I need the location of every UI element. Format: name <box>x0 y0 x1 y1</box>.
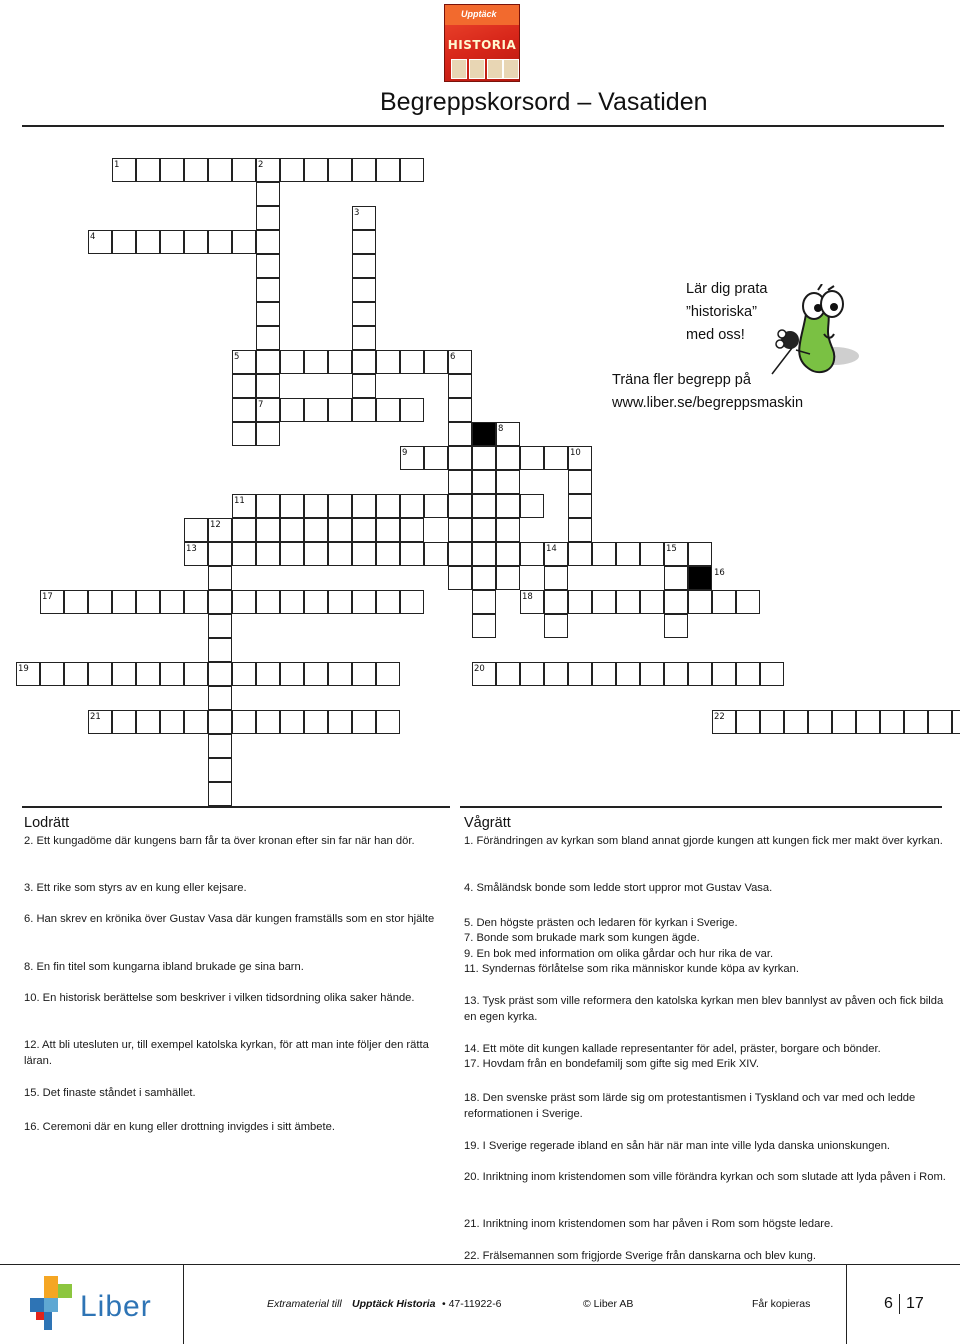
crossword-cell[interactable] <box>256 494 280 518</box>
across-clue: 1. Förändringen av kyrkan som bland annat gjorde kungen att kungen fick mer makt över kyrkan. <box>464 835 943 847</box>
crossword-cell[interactable] <box>448 422 472 446</box>
crossword-cell[interactable] <box>808 710 832 734</box>
crossword-cell[interactable] <box>448 542 472 566</box>
crossword-cell[interactable] <box>472 542 496 566</box>
crossword-cell[interactable] <box>304 158 328 182</box>
crossword-cell[interactable] <box>400 350 424 374</box>
crossword-cell[interactable] <box>328 710 352 734</box>
crossword-cell[interactable] <box>256 422 280 446</box>
crossword-cell[interactable] <box>472 614 496 638</box>
crossword-cell[interactable] <box>160 590 184 614</box>
crossword-cell[interactable] <box>208 542 232 566</box>
crossword-cell[interactable] <box>184 590 208 614</box>
crossword-cell[interactable] <box>256 302 280 326</box>
crossword-cell[interactable] <box>568 542 592 566</box>
footer-copyright: © Liber AB <box>583 1298 634 1310</box>
crossword-cell[interactable] <box>568 494 592 518</box>
crossword-cell[interactable] <box>352 374 376 398</box>
crossword-cell[interactable] <box>352 230 376 254</box>
crossword-cell[interactable] <box>352 710 376 734</box>
crossword-cell[interactable] <box>544 566 568 590</box>
crossword-cell[interactable] <box>208 638 232 662</box>
crossword-cell[interactable] <box>232 374 256 398</box>
down-clue: 6. Han skrev en krönika över Gustav Vasa där kungen framställs som en stor hjälte <box>24 913 435 925</box>
crossword-cell[interactable] <box>232 542 256 566</box>
crossword-cell[interactable] <box>160 662 184 686</box>
crossword-cell[interactable] <box>400 158 424 182</box>
cover-photo <box>469 59 485 79</box>
crossword-cell[interactable] <box>376 158 400 182</box>
crossword-cell[interactable] <box>544 446 568 470</box>
crossword-cell[interactable] <box>736 710 760 734</box>
crossword-cell[interactable] <box>208 230 232 254</box>
crossword-cell[interactable] <box>688 662 712 686</box>
crossword-cell[interactable] <box>376 398 400 422</box>
crossword-cell[interactable] <box>328 590 352 614</box>
crossword-cell[interactable] <box>448 566 472 590</box>
crossword-cell[interactable] <box>280 398 304 422</box>
crossword-cell[interactable] <box>280 710 304 734</box>
title-rule <box>22 125 944 127</box>
crossword-cell[interactable] <box>640 662 664 686</box>
crossword-cell[interactable] <box>424 542 448 566</box>
crossword-cell[interactable] <box>376 662 400 686</box>
crossword-cell[interactable] <box>208 782 232 806</box>
crossword-cell[interactable] <box>496 566 520 590</box>
crossword-cell[interactable] <box>472 590 496 614</box>
crossword-cell[interactable] <box>568 662 592 686</box>
crossword-cell[interactable] <box>472 446 496 470</box>
footer-book-title: Upptäck Historia <box>352 1298 436 1310</box>
liber-brand-name: Liber <box>80 1290 152 1323</box>
crossword-cell[interactable] <box>688 542 712 566</box>
crossword-cell[interactable] <box>352 662 376 686</box>
crossword-cell[interactable] <box>88 710 112 734</box>
down-heading: Lodrätt <box>24 815 70 831</box>
crossword-cell[interactable] <box>400 494 424 518</box>
crossword-cell[interactable] <box>400 590 424 614</box>
crossword-cell[interactable] <box>400 446 424 470</box>
crossword-cell[interactable] <box>664 590 688 614</box>
crossword-cell[interactable] <box>304 398 328 422</box>
crossword-cell[interactable] <box>472 518 496 542</box>
crossword-cell[interactable] <box>112 230 136 254</box>
crossword-cell[interactable] <box>520 590 544 614</box>
crossword-cell[interactable] <box>256 230 280 254</box>
crossword-block <box>688 566 712 590</box>
clue-number: 18 <box>522 592 533 602</box>
crossword-cell[interactable] <box>208 686 232 710</box>
crossword-cell[interactable] <box>304 590 328 614</box>
crossword-cell[interactable] <box>496 470 520 494</box>
crossword-cell[interactable] <box>232 710 256 734</box>
clues-rule-right <box>460 806 942 808</box>
crossword-cell[interactable] <box>712 662 736 686</box>
crossword-cell[interactable] <box>352 494 376 518</box>
crossword-cell[interactable] <box>208 734 232 758</box>
crossword-cell[interactable] <box>184 518 208 542</box>
crossword-cell[interactable] <box>688 590 712 614</box>
crossword-cell[interactable] <box>112 662 136 686</box>
crossword-cell[interactable] <box>568 470 592 494</box>
crossword-cell[interactable] <box>232 350 256 374</box>
crossword-cell[interactable] <box>232 158 256 182</box>
crossword-cell[interactable] <box>568 590 592 614</box>
crossword-cell[interactable] <box>496 446 520 470</box>
crossword-cell[interactable] <box>592 662 616 686</box>
down-clue: 12. Att bli utesluten ur, till exempel katolska kyrkan, för att man inte följer den rätta läran. <box>24 1039 429 1067</box>
clue-number: 14 <box>546 544 557 554</box>
crossword-cell[interactable] <box>280 662 304 686</box>
clue-number: 13 <box>186 544 197 554</box>
crossword-cell[interactable] <box>712 710 736 734</box>
crossword-cell[interactable] <box>496 518 520 542</box>
crossword-cell[interactable] <box>352 158 376 182</box>
crossword-cell[interactable] <box>208 758 232 782</box>
crossword-cell[interactable] <box>832 710 856 734</box>
clue-number: 10 <box>570 448 581 458</box>
crossword-cell[interactable] <box>160 710 184 734</box>
down-clue: 3. Ett rike som styrs av en kung eller kejsare. <box>24 882 247 894</box>
crossword-cell[interactable] <box>304 542 328 566</box>
clue-number: 8 <box>498 424 504 434</box>
crossword-cell[interactable] <box>256 206 280 230</box>
crossword-cell[interactable] <box>472 662 496 686</box>
footer-isbn: • 47-11922-6 <box>442 1298 502 1310</box>
crossword-cell[interactable] <box>64 662 88 686</box>
crossword-cell[interactable] <box>232 230 256 254</box>
crossword-cell[interactable] <box>664 566 688 590</box>
crossword-cell[interactable] <box>736 590 760 614</box>
clue-number: 22 <box>714 712 725 722</box>
crossword-cell[interactable] <box>448 446 472 470</box>
crossword-cell[interactable] <box>352 254 376 278</box>
cover-title: HISTORIA <box>447 38 517 52</box>
across-clue: 4. Småländsk bonde som ledde stort uppror mot Gustav Vasa. <box>464 882 773 894</box>
crossword-cell[interactable] <box>424 494 448 518</box>
crossword-cell[interactable] <box>136 590 160 614</box>
crossword-cell[interactable] <box>496 422 520 446</box>
crossword-cell[interactable] <box>328 350 352 374</box>
footer-divider <box>0 1264 960 1265</box>
promo-text <box>686 278 767 347</box>
crossword-cell[interactable] <box>352 350 376 374</box>
clue-number: 11 <box>234 496 245 506</box>
across-clue: 7. Bonde som brukade mark som kungen ägde. <box>464 932 700 944</box>
chapter-number: 6 <box>884 1295 893 1312</box>
crossword-cell[interactable] <box>328 158 352 182</box>
crossword-cell[interactable] <box>208 662 232 686</box>
crossword-cell[interactable] <box>232 422 256 446</box>
crossword-cell[interactable] <box>664 542 688 566</box>
clue-number: 3 <box>354 208 360 218</box>
crossword-cell[interactable] <box>304 518 328 542</box>
crossword-cell[interactable] <box>280 158 304 182</box>
crossword-cell[interactable] <box>448 470 472 494</box>
crossword-cell[interactable] <box>328 494 352 518</box>
crossword-cell[interactable] <box>424 446 448 470</box>
crossword-cell[interactable] <box>208 566 232 590</box>
crossword-cell[interactable] <box>472 470 496 494</box>
across-clue: 17. Hovdam från en bondefamilj som gifte sig med Erik XIV. <box>464 1058 759 1070</box>
crossword-cell[interactable] <box>304 350 328 374</box>
across-clue: 22. Frälsemannen som frigjorde Sverige från danskarna och blev kung. <box>464 1250 816 1262</box>
crossword-cell[interactable] <box>256 374 280 398</box>
crossword-cell[interactable] <box>304 710 328 734</box>
crossword-cell[interactable] <box>352 206 376 230</box>
crossword-cell[interactable] <box>136 662 160 686</box>
cover-series-logo: Upptäck <box>461 9 497 19</box>
crossword-cell[interactable] <box>208 158 232 182</box>
crossword-cell[interactable] <box>304 662 328 686</box>
crossword-cell[interactable] <box>160 230 184 254</box>
crossword-cell[interactable] <box>232 494 256 518</box>
crossword-cell[interactable] <box>952 710 960 734</box>
page-number: 17 <box>906 1295 924 1312</box>
crossword-cell[interactable] <box>184 542 208 566</box>
crossword-cell[interactable] <box>568 518 592 542</box>
footer-permission: Får kopieras <box>752 1298 811 1310</box>
crossword-cell[interactable] <box>472 566 496 590</box>
across-clue: 13. Tysk präst som ville reformera den katolska kyrkan men blev bannlyst av påven och fick bilda en egen kyrka. <box>464 995 944 1023</box>
clue-number: 17 <box>42 592 53 602</box>
footer-divider <box>183 1264 184 1344</box>
crossword-cell[interactable] <box>40 590 64 614</box>
footer-divider <box>846 1264 847 1344</box>
crossword-cell[interactable] <box>352 278 376 302</box>
crossword-cell[interactable] <box>352 326 376 350</box>
promo-url[interactable]: www.liber.se/begreppsmaskin <box>612 395 804 411</box>
crossword-cell[interactable] <box>496 494 520 518</box>
crossword-cell[interactable] <box>256 254 280 278</box>
crossword-cell[interactable] <box>928 710 952 734</box>
crossword-cell[interactable] <box>256 542 280 566</box>
clue-number: 12 <box>210 520 221 530</box>
crossword-cell[interactable] <box>544 590 568 614</box>
crossword-cell[interactable] <box>592 542 616 566</box>
crossword-cell[interactable] <box>184 662 208 686</box>
crossword-cell[interactable] <box>136 230 160 254</box>
crossword-cell[interactable] <box>904 710 928 734</box>
page-number-divider <box>899 1294 900 1314</box>
crossword-cell[interactable] <box>424 350 448 374</box>
crossword-cell[interactable] <box>112 710 136 734</box>
crossword-cell[interactable] <box>256 182 280 206</box>
crossword-cell[interactable] <box>136 158 160 182</box>
crossword-cell[interactable] <box>280 518 304 542</box>
crossword-cell[interactable] <box>352 302 376 326</box>
crossword-cell[interactable] <box>208 710 232 734</box>
down-clue: 15. Det finaste ståndet i samhället. <box>24 1087 196 1099</box>
crossword-cell[interactable] <box>112 590 136 614</box>
cover-photo <box>487 59 503 79</box>
promo-line: ”historiska” <box>686 304 757 320</box>
crossword-cell[interactable] <box>256 398 280 422</box>
crossword-cell[interactable] <box>760 662 784 686</box>
crossword-cell[interactable] <box>472 494 496 518</box>
crossword-cell[interactable] <box>520 542 544 566</box>
crossword-cell[interactable] <box>256 662 280 686</box>
cover-photo <box>503 59 519 79</box>
clue-number: 16 <box>714 568 725 578</box>
clue-number: 4 <box>90 232 96 242</box>
crossword-cell[interactable] <box>184 710 208 734</box>
crossword-cell[interactable] <box>256 518 280 542</box>
crossword-cell[interactable] <box>520 446 544 470</box>
crossword-cell[interactable] <box>448 350 472 374</box>
crossword-cell[interactable] <box>400 398 424 422</box>
crossword-cell[interactable] <box>640 542 664 566</box>
crossword-cell[interactable] <box>160 158 184 182</box>
clue-number: 6 <box>450 352 456 362</box>
crossword-cell[interactable] <box>40 662 64 686</box>
down-clue: 8. En fin titel som kungarna ibland brukade ge sina barn. <box>24 961 304 973</box>
crossword-cell[interactable] <box>16 662 40 686</box>
cover-photo <box>451 59 467 79</box>
promo-line: Lär dig prata <box>686 281 768 297</box>
crossword-cell[interactable] <box>616 662 640 686</box>
crossword-cell[interactable] <box>376 542 400 566</box>
across-clue: 9. En bok med information om olika gårdar och hur rika de var. <box>464 948 774 960</box>
crossword-cell[interactable] <box>400 542 424 566</box>
crossword-cell[interactable] <box>112 158 136 182</box>
crossword-cell[interactable] <box>664 614 688 638</box>
crossword-cell[interactable] <box>712 590 736 614</box>
crossword-cell[interactable] <box>280 590 304 614</box>
crossword-cell[interactable] <box>232 662 256 686</box>
across-heading: Vågrätt <box>464 815 511 831</box>
mascot-illustration <box>762 284 862 388</box>
crossword-cell[interactable] <box>376 710 400 734</box>
crossword-cell[interactable] <box>304 494 328 518</box>
crossword-cell[interactable] <box>88 230 112 254</box>
clues-rule-left <box>22 806 450 808</box>
crossword-cell[interactable] <box>280 542 304 566</box>
crossword-cell[interactable] <box>256 710 280 734</box>
crossword-cell[interactable] <box>760 710 784 734</box>
crossword-cell[interactable] <box>232 590 256 614</box>
crossword-cell[interactable] <box>448 374 472 398</box>
down-clue: 16. Ceremoni där en kung eller drottning invigdes i sitt ämbete. <box>24 1121 335 1133</box>
crossword-cell[interactable] <box>736 662 760 686</box>
crossword-cell[interactable] <box>520 662 544 686</box>
crossword-cell[interactable] <box>208 590 232 614</box>
crossword-cell[interactable] <box>880 710 904 734</box>
crossword-cell[interactable] <box>256 278 280 302</box>
crossword-cell[interactable] <box>376 494 400 518</box>
across-clue: 20. Inriktning inom kristendomen som ville förändra kyrkan och som slutade att lyda påven i Rom. <box>464 1171 946 1183</box>
book-cover-image <box>444 4 520 82</box>
crossword-cell[interactable] <box>184 158 208 182</box>
crossword-cell[interactable] <box>328 398 352 422</box>
across-clue: 14. Ett möte dit kungen kallade representanter för adel, präster, borgare och bönder. <box>464 1043 881 1055</box>
crossword-cell[interactable] <box>352 398 376 422</box>
crossword-cell[interactable] <box>496 542 520 566</box>
crossword-cell[interactable] <box>448 518 472 542</box>
crossword-cell[interactable] <box>640 590 664 614</box>
crossword-cell[interactable] <box>520 494 544 518</box>
crossword-cell[interactable] <box>592 590 616 614</box>
crossword-cell[interactable] <box>544 542 568 566</box>
clue-number: 5 <box>234 352 240 362</box>
crossword-cell[interactable] <box>232 398 256 422</box>
clue-number: 2 <box>258 160 264 170</box>
across-clue: 5. Den högste prästen och ledaren för kyrkan i Sverige. <box>464 917 738 929</box>
down-clue: 10. En historisk berättelse som beskriver i vilken tidsordning olika saker hände. <box>24 992 415 1004</box>
crossword-cell[interactable] <box>328 518 352 542</box>
crossword-cell[interactable] <box>448 398 472 422</box>
across-clue: 21. Inriktning inom kristendomen som har påven i Rom som högste ledare. <box>464 1218 834 1230</box>
crossword-cell[interactable] <box>376 350 400 374</box>
crossword-cell[interactable] <box>352 518 376 542</box>
clue-number: 19 <box>18 664 29 674</box>
liber-logo-icon <box>30 1276 76 1332</box>
crossword-cell[interactable] <box>544 614 568 638</box>
crossword-cell[interactable] <box>376 518 400 542</box>
crossword-cell[interactable] <box>400 518 424 542</box>
clue-number: 21 <box>90 712 101 722</box>
crossword-cell[interactable] <box>256 326 280 350</box>
across-clue: 19. I Sverige regerade ibland en sån här när man inte ville lyda danska unionskungen. <box>464 1140 891 1152</box>
crossword-cell[interactable] <box>664 662 688 686</box>
crossword-cell[interactable] <box>184 230 208 254</box>
clue-number: 20 <box>474 664 485 674</box>
clue-number: 15 <box>666 544 677 554</box>
crossword-cell[interactable] <box>352 590 376 614</box>
crossword-cell[interactable] <box>208 614 232 638</box>
clue-number: 9 <box>402 448 408 458</box>
crossword-cell[interactable] <box>616 590 640 614</box>
crossword-cell[interactable] <box>328 542 352 566</box>
crossword-cell[interactable] <box>856 710 880 734</box>
promo-line: Träna fler begrepp på <box>612 372 751 388</box>
promo-line: med oss! <box>686 327 745 343</box>
clue-number: 7 <box>258 400 264 410</box>
crossword-cell[interactable] <box>136 710 160 734</box>
crossword-cell[interactable] <box>568 446 592 470</box>
crossword-cell[interactable] <box>376 590 400 614</box>
crossword-cell[interactable] <box>256 350 280 374</box>
crossword-cell[interactable] <box>64 590 88 614</box>
crossword-cell[interactable] <box>232 518 256 542</box>
crossword-cell[interactable] <box>208 518 232 542</box>
down-clue: 2. Ett kungadöme där kungens barn får ta över kronan efter sin far när han dör. <box>24 835 415 847</box>
footer-extramaterial: Extramaterial till <box>267 1298 342 1310</box>
across-clue: 11. Syndernas förlåtelse som rika människor kunde köpa av kyrkan. <box>464 963 799 975</box>
across-clue: 18. Den svenske präst som lärde sig om protestantismen i Tyskland och var med och ledde reformationen i Sverige. <box>464 1092 916 1120</box>
crossword-cell[interactable] <box>496 662 520 686</box>
crossword-cell[interactable] <box>280 350 304 374</box>
crossword-cell[interactable] <box>88 662 112 686</box>
crossword-cell[interactable] <box>448 494 472 518</box>
page-title: Begreppskorsord – Vasatiden <box>380 88 708 116</box>
crossword-cell[interactable] <box>352 542 376 566</box>
crossword-cell[interactable] <box>616 542 640 566</box>
crossword-block <box>472 422 496 446</box>
crossword-cell[interactable] <box>784 710 808 734</box>
crossword-cell[interactable] <box>88 590 112 614</box>
crossword-cell[interactable] <box>328 662 352 686</box>
crossword-cell[interactable] <box>256 158 280 182</box>
clue-number: 1 <box>114 160 120 170</box>
crossword-cell[interactable] <box>280 494 304 518</box>
crossword-cell[interactable] <box>544 662 568 686</box>
crossword-cell[interactable] <box>256 590 280 614</box>
